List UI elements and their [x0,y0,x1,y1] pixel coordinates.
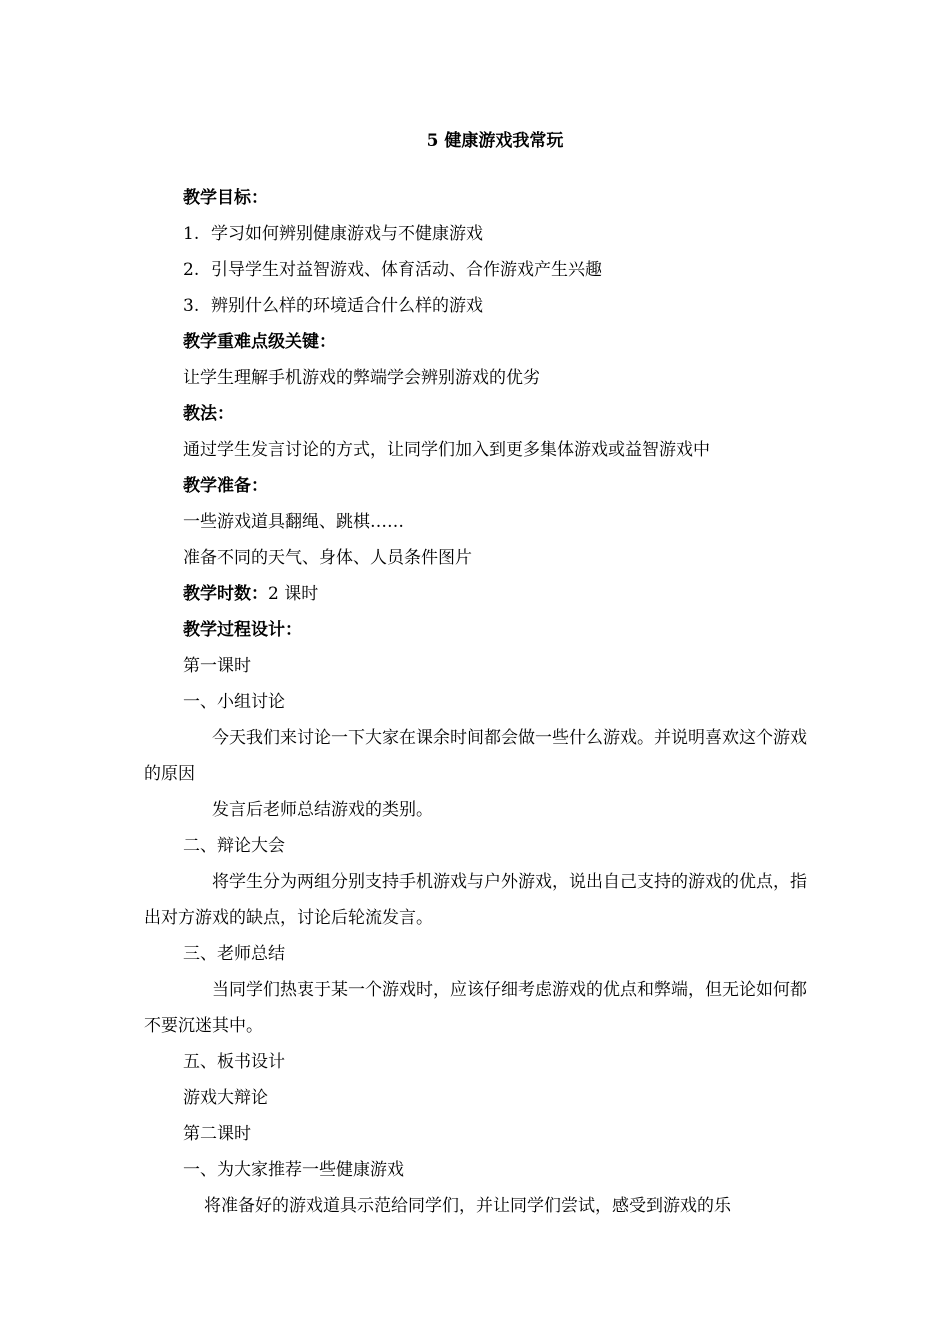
paragraph: 今天我们来讨论一下大家在课余时间都会做一些什么游戏。并说明喜欢这个游戏的原因 [144,728,807,784]
lesson-one-label: 第一课时 [183,656,251,676]
section-title: 二、辩论大会 [183,836,285,856]
paragraph: 发言后老师总结游戏的类别。 [212,800,433,820]
section-title: 一、小组讨论 [183,692,285,712]
method-heading: 教法： [183,404,234,424]
objective-number: 1. [183,224,200,244]
preparation-heading: 教学准备： [183,476,268,496]
method-text: 通过学生发言讨论的方式，让同学们加入到更多集体游戏或益智游戏中 [183,440,710,460]
board-text: 游戏大辩论 [183,1088,268,1108]
objective-number: 3. [183,296,200,316]
objective-text: 学习如何辨别健康游戏与不健康游戏 [211,224,483,244]
lesson-two-label: 第二课时 [183,1124,251,1144]
objective-text: 引导学生对益智游戏、体育活动、合作游戏产生兴趣 [211,260,602,280]
objective-item [183,294,483,318]
preparation-line: 准备不同的天气、身体、人员条件图片 [183,548,472,568]
objective-item [183,222,483,246]
paragraph: 当同学们热衷于某一个游戏时，应该仔细考虑游戏的优点和弊端，但无论如何都不要沉迷其中。 [144,980,807,1036]
section-title: 三、老师总结 [183,944,285,964]
objectives-heading: 教学目标： [183,188,268,208]
key-points-heading: 教学重难点级关键： [183,332,336,352]
hours-row [183,582,318,606]
process-heading: 教学过程设计： [183,620,302,640]
paragraph: 将准备好的游戏道具示范给同学们，并让同学们尝试，感受到游戏的乐 [204,1196,731,1216]
section-title: 一、为大家推荐一些健康游戏 [183,1160,404,1180]
objective-text: 辨别什么样的环境适合什么样的游戏 [211,296,483,316]
preparation-line: 一些游戏道具翻绳、跳棋…… [183,512,404,532]
page-title: 5 健康游戏我常玩 [426,131,564,151]
section-title: 五、板书设计 [183,1052,285,1072]
objective-number: 2. [183,260,200,280]
hours-heading: 教学时数： [183,584,268,604]
hours-value: 2 课时 [268,584,319,604]
objective-item [183,258,602,282]
key-points-text: 让学生理解手机游戏的弊端学会辨别游戏的优劣 [183,368,540,388]
paragraph: 将学生分为两组分别支持手机游戏与户外游戏，说出自己支持的游戏的优点，指出对方游戏的缺点，讨论后轮流发言。 [144,872,807,928]
